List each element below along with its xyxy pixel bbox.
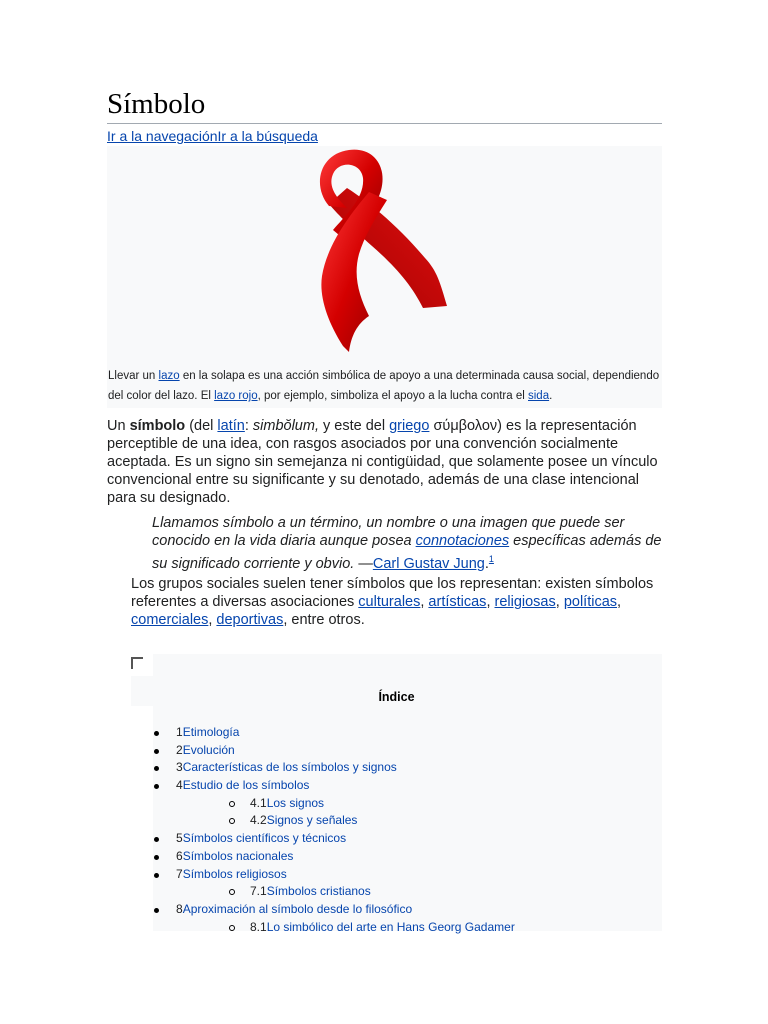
quote-period: . — [484, 555, 489, 572]
jump-to-search-link[interactable]: Ir a la búsqueda — [217, 128, 318, 144]
lead-text: (del — [185, 418, 218, 434]
caption-text: Llevar un — [108, 370, 159, 382]
toc-item-estudio[interactable] — [153, 777, 515, 795]
toc-item-gadamer[interactable] — [153, 919, 515, 937]
lead-text: : — [244, 418, 253, 434]
jump-links — [107, 128, 318, 144]
caption-text: en la solapa es una acción simbólica de apoyo a una determinada causa social, dependiendo del color del lazo. El — [108, 370, 660, 402]
toc-label[interactable]: Signos y señales — [266, 813, 358, 828]
politicas-link[interactable]: políticas — [563, 594, 618, 610]
quote-dash: — — [354, 555, 373, 572]
comerciales-link[interactable]: comerciales — [131, 612, 209, 628]
caption-text: . — [549, 390, 553, 402]
toc-label[interactable]: Símbolos nacionales — [182, 848, 294, 863]
circle-bullet-icon — [229, 889, 235, 895]
artisticas-link[interactable]: artísticas — [428, 594, 487, 610]
toc-toggle-checkbox[interactable] — [131, 657, 143, 669]
bullet-icon — [154, 784, 159, 789]
title-divider — [107, 123, 662, 124]
lead-text: Un — [107, 418, 130, 434]
separator: , — [486, 594, 495, 610]
separator: , — [420, 594, 429, 610]
table-of-contents — [131, 654, 662, 934]
toc-item-signos-senales[interactable] — [153, 812, 515, 830]
toc-gutter — [131, 706, 153, 931]
groups-text: Los grupos sociales suelen tener símbolos que los representan: existen símbolos referentes a diversas asociaciones — [131, 576, 654, 610]
griego-link[interactable]: griego — [389, 418, 430, 434]
deportivas-link[interactable]: deportivas — [216, 612, 284, 628]
bullet-icon — [154, 749, 159, 754]
toc-item-los-signos[interactable] — [153, 795, 515, 813]
sida-link[interactable]: sida — [528, 390, 550, 402]
bullet-icon — [154, 731, 159, 736]
circle-bullet-icon — [229, 925, 235, 931]
toc-label[interactable]: Lo simbólico del arte en Hans Georg Gadamer — [266, 919, 515, 934]
toc-item-etimologia[interactable] — [153, 724, 515, 742]
latin-link[interactable]: latín — [217, 418, 245, 434]
toc-number: 4.1 — [250, 795, 267, 810]
culturales-link[interactable]: culturales — [358, 594, 421, 610]
quote-text: Llamamos símbolo a un término, un nombre o una imagen que puede ser conocido en la vida diaria aunque posea — [152, 515, 625, 549]
red-ribbon-icon — [107, 146, 662, 362]
toc-label[interactable]: Símbolos científicos y técnicos — [182, 831, 347, 846]
toc-item-caracteristicas[interactable] — [153, 759, 515, 777]
toc-number: 6 — [176, 848, 183, 863]
toc-number: 4.2 — [250, 813, 267, 828]
bullet-icon — [154, 908, 159, 913]
toc-item-cristianos[interactable] — [153, 883, 515, 901]
lazo-rojo-link[interactable]: lazo rojo — [214, 390, 258, 402]
figure — [107, 146, 662, 408]
toc-label[interactable]: Los signos — [266, 795, 325, 810]
page-title: Símbolo — [107, 88, 206, 120]
lazo-link[interactable]: lazo — [158, 370, 180, 382]
toc-item-nacionales[interactable] — [153, 848, 515, 866]
carl-gustav-jung-link[interactable]: Carl Gustav Jung — [372, 555, 485, 572]
toc-number: 4 — [176, 778, 183, 793]
separator: , — [555, 594, 564, 610]
bullet-icon — [154, 766, 159, 771]
toc-number: 8 — [176, 901, 183, 916]
toc-label[interactable]: Símbolos cristianos — [266, 884, 371, 899]
toc-title: Índice — [378, 690, 415, 704]
connotaciones-link[interactable]: connotaciones — [415, 533, 510, 549]
toc-number: 8.1 — [250, 919, 267, 934]
lead-term: símbolo — [129, 418, 186, 434]
toc-label[interactable]: Evolución — [182, 742, 235, 757]
toc-label[interactable]: Estudio de los símbolos — [182, 778, 310, 793]
toc-number: 7 — [176, 866, 183, 881]
caption-text: , por ejemplo, simboliza el apoyo a la lucha contra el — [257, 390, 528, 402]
toc-number: 7.1 — [250, 884, 267, 899]
toc-number: 2 — [176, 742, 183, 757]
toc-number: 3 — [176, 760, 183, 775]
toc-list — [153, 724, 515, 936]
social-groups-paragraph — [131, 575, 661, 629]
separator: , — [617, 594, 622, 610]
toc-number: 5 — [176, 831, 183, 846]
religiosas-link[interactable]: religiosas — [494, 594, 556, 610]
bullet-icon — [154, 873, 159, 878]
toc-number: 1 — [176, 725, 183, 739]
lead-paragraph — [107, 417, 667, 507]
separator: , — [208, 612, 217, 628]
toc-item-filosofico[interactable] — [153, 901, 515, 919]
bullet-icon — [154, 855, 159, 860]
toc-label[interactable]: Aproximación al símbolo desde lo filosófico — [182, 901, 413, 916]
jung-quote — [152, 514, 662, 573]
bullet-icon — [154, 837, 159, 842]
lead-text: y este del — [318, 418, 390, 434]
latin-term: simbŏlum, — [252, 418, 319, 434]
toc-label[interactable]: Símbolos religiosos — [182, 866, 287, 881]
toc-item-cientificos[interactable] — [153, 830, 515, 848]
quote-text: específicas además de su significado corriente y obvio. — [152, 533, 662, 572]
lead-text: σύμβολον) es la representación perceptible de una idea, con rasgos asociados por una convención socialmente aceptada. Es un signo sin semejanza ni contigüidad, que solamente posee un vínculo convencional entre su significante y su denotado, además de una clase intencional para su designado. — [107, 418, 658, 506]
circle-bullet-icon — [229, 801, 235, 807]
jump-to-navigation-link[interactable]: Ir a la navegación — [107, 128, 218, 144]
toc-label[interactable]: Etimología — [182, 725, 240, 739]
toc-item-religiosos[interactable] — [153, 866, 515, 884]
figure-caption — [108, 366, 660, 406]
groups-text: , entre otros. — [283, 612, 365, 628]
toc-item-evolucion[interactable] — [153, 742, 515, 760]
toc-label[interactable]: Características de los símbolos y signos — [182, 760, 397, 775]
circle-bullet-icon — [229, 818, 235, 824]
reference-1-link[interactable]: 1 — [488, 554, 494, 564]
